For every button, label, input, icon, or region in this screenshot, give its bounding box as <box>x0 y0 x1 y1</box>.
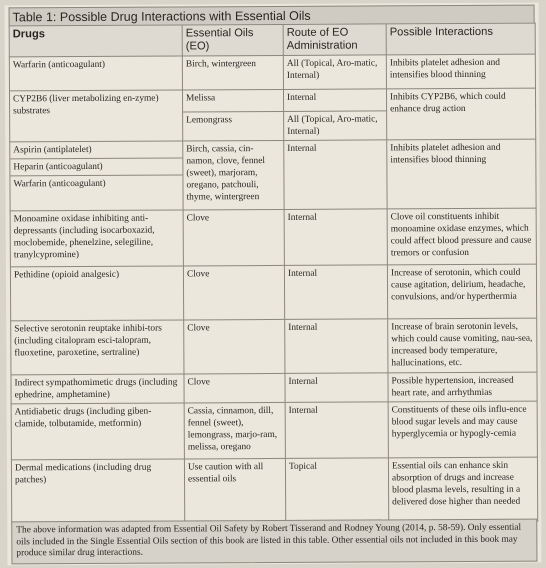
drug-cell: Antidiabetic drugs (including giben-clamide, tolbutamide, metformin) <box>11 403 184 460</box>
oils-cell: Clove <box>183 265 284 320</box>
drug-cell: Pethidine (opioid analgesic) <box>10 266 183 321</box>
drug-cell: CYP2B6 (liver metabolizing en-zyme) substrates <box>9 90 182 142</box>
oils-cell: Use caution with all essential oils <box>184 458 285 523</box>
drug-cell: Warfarin (anticoagulant) <box>9 56 182 91</box>
interaction-cell: Clove oil constituents inhibit monoamine oxidase enzymes, which could affect blood pressure and cause tremors or confusion <box>387 208 536 265</box>
table-row <box>10 208 536 267</box>
oils-cell: Birch, cassia, cin-namon, clove, fennel (sweet), marjoram, oregano, patchouli, thyme, wintergreen <box>183 140 284 210</box>
table-title: Table 1: Possible Drug Interactions with Essential Oils <box>9 5 535 26</box>
drug-cell: Warfarin (anticoagulant) <box>13 178 106 190</box>
interaction-cell: Constituents of these oils influ-ence blood sugar levels and may cause hyperglycemia or hypogly-cemia <box>388 401 537 458</box>
drug-group-cell <box>10 141 183 211</box>
table-row <box>9 54 535 91</box>
interaction-cell: Inhibits platelet adhesion and intensifies blood thinning <box>386 54 535 89</box>
drug-cell: Aspirin (antiplatelet) <box>10 141 182 159</box>
header-route: Route of EO Administration <box>283 24 386 56</box>
table-row <box>10 139 536 211</box>
oils-cell: Clove <box>184 373 285 403</box>
route-cell: Internal <box>283 89 386 112</box>
oils-cell: Melissa <box>182 89 283 112</box>
table-row <box>11 401 537 460</box>
oils-cell: Lemongrass <box>183 111 284 141</box>
drug-cell: Dermal medications (including drug patches) <box>11 459 184 524</box>
drug-cell: Heparin (anticoagulant) <box>10 158 182 176</box>
route-cell: Internal <box>285 373 388 403</box>
interaction-cell: Essential oils can enhance skin absorption of drugs and increase blood plasma levels, resulting in a delivered dose higher than needed <box>388 457 537 522</box>
header-drugs: Drugs <box>9 25 182 57</box>
table-row <box>11 318 537 375</box>
table-row <box>10 264 536 321</box>
interaction-cell: Inhibits CYP2B6, which could enhance drug action <box>386 88 535 140</box>
interaction-cell: Possible hypertension, increased heart rate, and arrhythmias <box>388 372 537 402</box>
route-cell: Topical <box>285 458 388 523</box>
source-footnote: The above information was adapted from Essential Oil Safety by Robert Tisserand and Rodney Young (2014, p. 58-59). Only essential oils included in the Single Essential Oils section of this book are listed in this table. Other essential oils not included in this book may produce similar drug interactions. <box>11 519 537 564</box>
table-row <box>9 88 535 113</box>
document-page <box>5 3 542 566</box>
interaction-cell: Increase of serotonin, which could cause agitation, delirium, headache, convulsions, and/or hyperthermia <box>387 264 536 319</box>
route-cell: Internal <box>285 402 388 459</box>
route-cell: Internal <box>284 140 387 210</box>
drug-cell: Monoamine oxidase inhibiting anti-depressants (including isocarboxazid, moclobemide, phenelzine, selegiline, tranylcypromine) <box>10 210 183 267</box>
interaction-cell: Inhibits platelet adhesion and intensifies blood thinning <box>387 139 536 209</box>
drug-cell: Selective serotonin reuptake inhibi-tors (including citalopram esci-talopram, fluoxetine, paroxetine, sertraline) <box>11 320 184 375</box>
header-row <box>9 23 535 57</box>
route-cell: Internal <box>285 319 388 374</box>
route-cell: Internal <box>284 265 387 320</box>
oils-cell: Clove <box>183 209 284 266</box>
route-cell: All (Topical, Aro-matic, Internal) <box>284 111 387 141</box>
oils-cell: Clove <box>184 319 285 374</box>
interaction-cell: Increase of brain serotonin levels, which could cause vomiting, nau-sea, increased body temperature, hallucinations, etc. <box>388 318 537 373</box>
header-interactions: Possible Interactions <box>386 23 535 55</box>
table-row <box>11 372 537 404</box>
oils-cell: Cassia, cinnamon, dill, fennel (sweet), lemongrass, marjo-ram, melissa, oregano <box>184 402 285 459</box>
table-row <box>11 457 537 524</box>
route-cell: Internal <box>284 209 387 266</box>
drug-interactions-table <box>9 23 539 525</box>
drug-cell: Indirect sympathomimetic drugs (including ephedrine, amphetamine) <box>11 374 184 404</box>
oils-cell: Birch, wintergreen <box>182 55 283 90</box>
header-essential-oils: Essential Oils (EO) <box>182 24 283 56</box>
route-cell: All (Topical, Aro-matic, Internal) <box>283 55 386 90</box>
